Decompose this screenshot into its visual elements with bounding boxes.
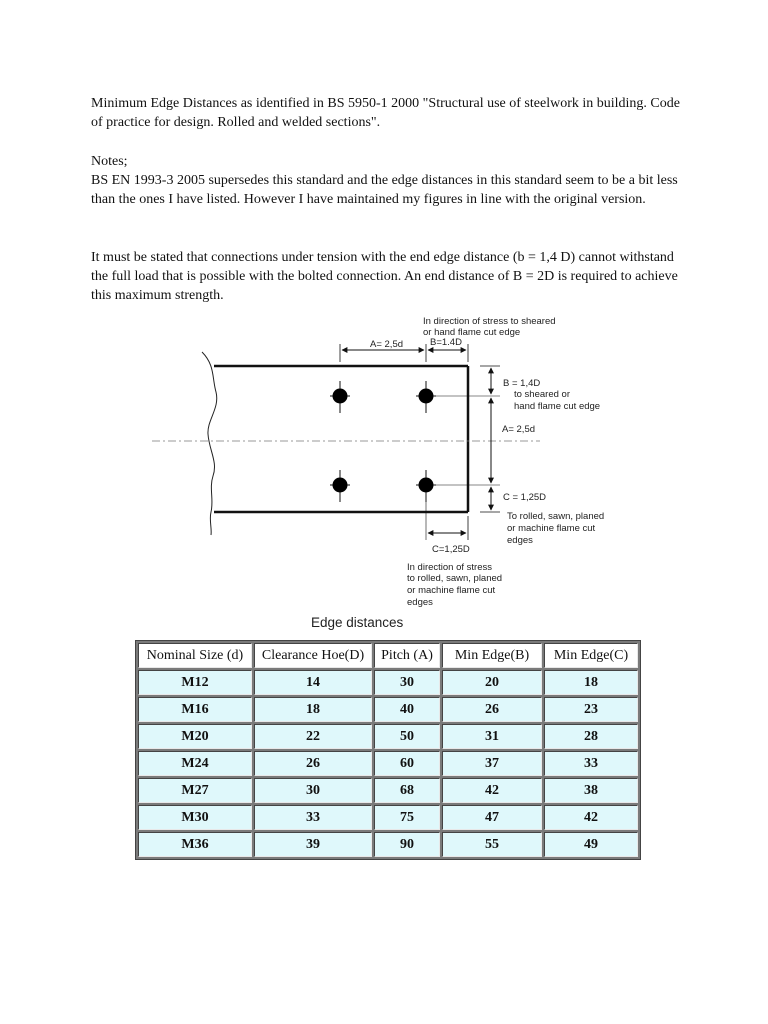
table-header-row <box>138 643 638 668</box>
table-cell: 37 <box>442 751 542 776</box>
table-cell: M12 <box>138 670 252 695</box>
right-c-label: C = 1,25D <box>503 492 547 503</box>
table-cell: 50 <box>374 724 440 749</box>
table-cell: 42 <box>544 805 638 830</box>
table-cell: M36 <box>138 832 252 857</box>
column-header: Clearance Hoe(D) <box>254 643 372 668</box>
right-c-label: To rolled, sawn, planed <box>507 511 605 522</box>
table-cell: M16 <box>138 697 252 722</box>
table-cell: 14 <box>254 670 372 695</box>
bottom-dim-label: C=1,25D <box>432 544 470 555</box>
table-cell: 30 <box>374 670 440 695</box>
table-cell: 49 <box>544 832 638 857</box>
table-cell: 26 <box>254 751 372 776</box>
table-cell: 31 <box>442 724 542 749</box>
table-cell: 55 <box>442 832 542 857</box>
tension-paragraph: It must be stated that connections under tension with the end edge distance (b = 1,4 D) cannot withstand the full load that is possible with the bolted connection. An end distance of B = 2D is required to achieve this maximum strength. <box>91 250 678 303</box>
bolt-hole <box>416 381 436 413</box>
table-cell: 18 <box>544 670 638 695</box>
table-cell: 38 <box>544 778 638 803</box>
top-stress-note: In direction of stress to sheared <box>423 316 556 327</box>
bolt-hole <box>416 470 436 502</box>
table-row <box>138 805 638 830</box>
table-cell: 33 <box>254 805 372 830</box>
intro-paragraph: Minimum Edge Distances as identified in BS 5950-1 2000 "Structural use of steelwork in building. Code of practice for design. Rolled and welded sections". <box>91 96 680 130</box>
bottom-stress-note: In direction of stress <box>407 562 493 573</box>
dim-a-label: A= 2,5d <box>370 339 404 350</box>
bottom-dimension <box>426 500 468 540</box>
right-b-label: to sheared or <box>514 389 570 400</box>
notes-paragraph: BS EN 1993-3 2005 supersedes this standard and the edge distances in this standard seem to be a bit less than the ones I have listed. However I have maintained my figures in line with the original version. <box>91 173 678 207</box>
table-row <box>138 751 638 776</box>
right-c-label: or machine flame cut <box>507 523 596 534</box>
table-cell: 30 <box>254 778 372 803</box>
table-cell: M20 <box>138 724 252 749</box>
table-cell: 26 <box>442 697 542 722</box>
column-header: Nominal Size (d) <box>138 643 252 668</box>
table-cell: 22 <box>254 724 372 749</box>
table-cell: 20 <box>442 670 542 695</box>
bolt-hole <box>330 470 350 502</box>
column-header: Pitch (A) <box>374 643 440 668</box>
steel-plate <box>202 352 468 535</box>
table-row <box>138 724 638 749</box>
right-c-label: edges <box>507 535 533 546</box>
table-cell: 60 <box>374 751 440 776</box>
table-row <box>138 670 638 695</box>
table-row <box>138 697 638 722</box>
table-cell: 18 <box>254 697 372 722</box>
table-cell: 47 <box>442 805 542 830</box>
break-line <box>202 352 217 535</box>
column-header: Min Edge(B) <box>442 643 542 668</box>
dim-b-label: B=1.4D <box>430 337 462 348</box>
table-cell: 68 <box>374 778 440 803</box>
edge-distance-table <box>135 640 641 860</box>
bottom-stress-note: to rolled, sawn, planed <box>407 573 503 584</box>
top-stress-note: or hand flame cut edge <box>423 327 521 338</box>
table-cell: M24 <box>138 751 252 776</box>
right-a-label: A= 2,5d <box>502 424 536 435</box>
table-cell: 75 <box>374 805 440 830</box>
right-b-label: B = 1,4D <box>503 378 541 389</box>
bottom-stress-note: or machine flame cut <box>407 585 496 596</box>
table-cell: 42 <box>442 778 542 803</box>
notes-heading: Notes; <box>91 154 128 169</box>
table-cell: 33 <box>544 751 638 776</box>
table-cell: 39 <box>254 832 372 857</box>
table-cell: 23 <box>544 697 638 722</box>
bottom-stress-note: edges <box>407 597 433 608</box>
table-cell: M27 <box>138 778 252 803</box>
right-b-label: hand flame cut edge <box>514 401 601 412</box>
table-cell: M30 <box>138 805 252 830</box>
bolt-holes <box>330 381 436 502</box>
table-cell: 28 <box>544 724 638 749</box>
table-caption: Edge distances <box>311 615 404 630</box>
table-row <box>138 778 638 803</box>
bolt-hole <box>330 381 350 413</box>
table-row <box>138 832 638 857</box>
table-cell: 40 <box>374 697 440 722</box>
edge-distance-diagram <box>0 300 768 640</box>
column-header: Min Edge(C) <box>544 643 638 668</box>
table-cell: 90 <box>374 832 440 857</box>
